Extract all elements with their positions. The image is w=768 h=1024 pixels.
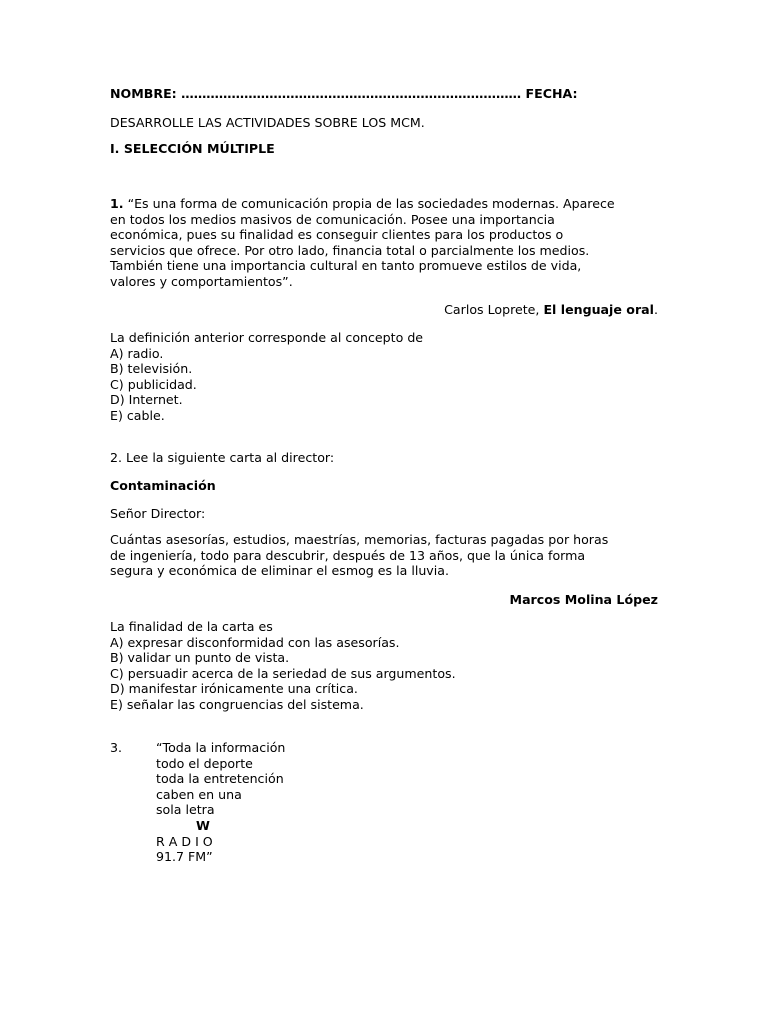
letter-title: Contaminación <box>110 478 216 493</box>
letter-line: segura y económica de eliminar el esmog es la lluvia. <box>110 563 449 579</box>
option-item[interactable]: E) señalar las congruencias del sistema. <box>110 696 364 712</box>
poem-line: toda la entretención <box>156 771 284 787</box>
question-2-intro: 2. Lee la siguiente carta al director: <box>110 450 335 465</box>
letter-line: Cuántas asesorías, estudios, maestrías, memorias, facturas pagadas por horas <box>110 532 609 547</box>
nombre-label: NOMBRE: <box>110 86 177 101</box>
question-1-line: 1. “Es una forma de comunicación propia de las sociedades modernas. Aparece <box>110 196 615 211</box>
option-item[interactable]: A) expresar disconformidad con las asesorías. <box>110 634 400 650</box>
poem-line: caben en una <box>156 786 242 802</box>
option-item[interactable]: C) publicidad. <box>110 376 197 392</box>
question-2-prompt: La finalidad de la carta es <box>110 619 273 634</box>
question-1-line: También tiene una importancia cultural en tanto promueve estilos de vida, <box>110 258 582 274</box>
letter-salutation: Señor Director: <box>110 506 206 521</box>
question-1-prompt: La definición anterior corresponde al concepto de <box>110 330 424 345</box>
option-item[interactable]: B) validar un punto de vista. <box>110 650 290 666</box>
option-item[interactable]: C) persuadir acerca de la seriedad de sus argumentos. <box>110 665 456 681</box>
poem-line: “Toda la información <box>156 740 286 755</box>
section-title: I. SELECCIÓN MÚLTIPLE <box>110 141 275 156</box>
option-item[interactable]: D) Internet. <box>110 392 183 408</box>
question-1-line: valores y comportamientos”. <box>110 273 293 289</box>
header-line <box>110 86 658 102</box>
question-1-source: Carlos Loprete, El lenguaje oral. <box>444 302 658 317</box>
letter-signature: Marcos Molina López <box>509 592 658 607</box>
question-3-poem <box>156 740 285 865</box>
instruction: DESARROLLE LAS ACTIVIDADES SOBRE LOS MCM. <box>110 115 425 130</box>
question-2-choices <box>110 619 658 713</box>
option-item[interactable]: A) radio. <box>110 345 164 361</box>
question-1-line: económica, pues su finalidad es conseguir clientes para los productos o <box>110 227 564 243</box>
option-item[interactable]: D) manifestar irónicamente una crítica. <box>110 681 358 697</box>
question-1-line: servicios que ofrece. Por otro lado, financia total o parcialmente los medios. <box>110 242 590 258</box>
option-item[interactable]: E) cable. <box>110 407 165 423</box>
poem-radio: R A D I O <box>156 833 213 849</box>
question-1-number: 1. <box>110 196 124 211</box>
source-author: Carlos Loprete, <box>444 302 540 317</box>
fecha-label: FECHA: <box>525 86 578 101</box>
question-3-number: 3. <box>110 740 123 755</box>
poem-frequency: 91.7 FM” <box>156 849 213 865</box>
letter-line: de ingeniería, todo para descubrir, después de 13 años, que la única forma <box>110 547 586 563</box>
question-1-line: en todos los medios masivos de comunicación. Posee una importancia <box>110 211 555 227</box>
question-1-text <box>110 196 658 290</box>
document-page <box>110 0 658 1024</box>
letter-body <box>110 532 658 579</box>
poem-line: sola letra <box>156 802 215 818</box>
poem-letter-w: W <box>196 817 210 833</box>
option-item[interactable]: B) televisión. <box>110 361 193 377</box>
nombre-dots: ……………………………………………………………………… <box>181 86 522 101</box>
poem-line: todo el deporte <box>156 755 253 771</box>
question-1-choices <box>110 330 658 424</box>
source-title: El lenguaje oral <box>543 302 654 317</box>
